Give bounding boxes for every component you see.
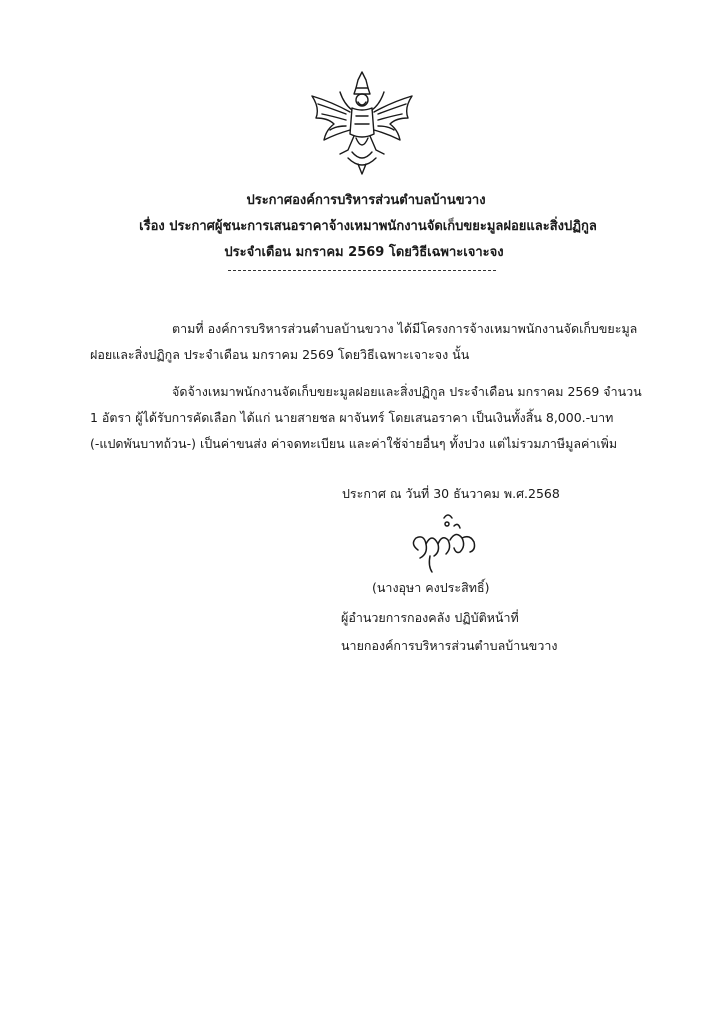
- paragraph-2-line-1: จัดจ้างเหมาพนักงานจัดเก็บขยะมูลฝอยและสิ่งปฏิกูล ประจำเดือน มกราคม 2569 จำนวน: [172, 384, 642, 399]
- paragraph-2-line-3: (-แปดพันบาทถ้วน-) เป็นค่าขนส่ง ค่าจดทะเบียน และค่าใช้จ่ายอื่นๆ ทั้งปวง แต่ไม่รวมภาษีมูลค่าเพิ่ม: [90, 436, 618, 451]
- header-divider: [228, 270, 496, 271]
- paragraph-1-line-2: ฝอยและสิ่งปฏิกูล ประจำเดือน มกราคม 2569 โดยวิธีเฉพาะเจาะจง นั้น: [90, 347, 470, 362]
- paragraph-1-line-1: ตามที่ องค์การบริหารส่วนตำบลบ้านขวาง ได้มีโครงการจ้างเหมาพนักงานจัดเก็บขยะมูล: [172, 321, 638, 336]
- announcement-period: ประจำเดือน มกราคม 2569 โดยวิธีเฉพาะเจาะจง: [224, 245, 504, 260]
- signer-name: (นางอุษา คงประสิทธิ์): [372, 580, 490, 595]
- announcement-title: ประกาศองค์การบริหารส่วนตำบลบ้านขวาง: [246, 193, 486, 208]
- signer-position-line-2: นายกองค์การบริหารส่วนตำบลบ้านขวาง: [341, 638, 558, 653]
- signer-position-line-1: ผู้อำนวยการกองคลัง ปฏิบัติหน้าที่: [341, 610, 519, 625]
- handwritten-signature-icon: [400, 504, 490, 576]
- paragraph-2-line-2: 1 อัตรา ผู้ได้รับการคัดเลือก ได้แก่ นายสายชล ผาจันทร์ โดยเสนอราคา เป็นเงินทั้งสิ้น 8,000.-บาท: [90, 410, 614, 425]
- announcement-date: ประกาศ ณ วันที่ 30 ธันวาคม พ.ศ.2568: [342, 486, 560, 501]
- announcement-subject: เรื่อง ประกาศผู้ชนะการเสนอราคาจ้างเหมาพนักงานจัดเก็บขยะมูลฝอยและสิ่งปฏิกูล: [139, 219, 597, 234]
- garuda-emblem-icon: [306, 68, 418, 180]
